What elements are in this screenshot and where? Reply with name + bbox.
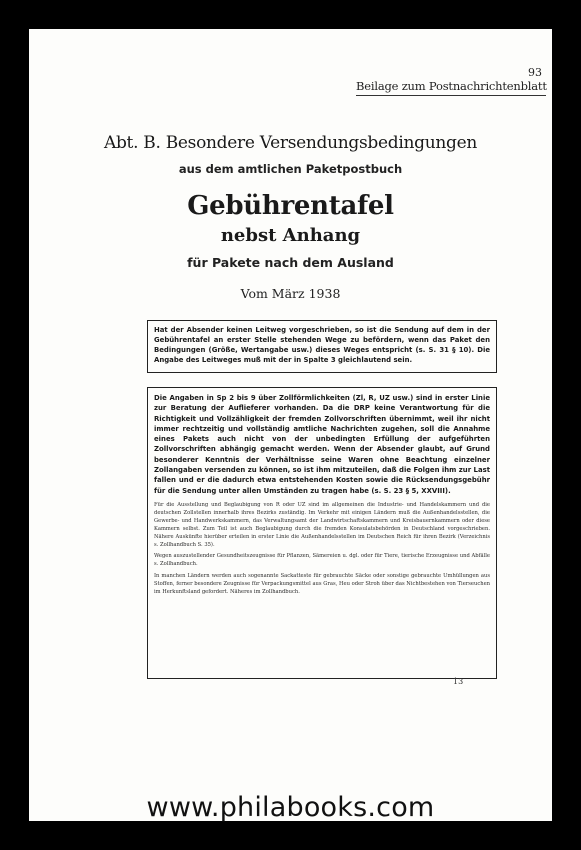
signature-mark: 13 (453, 677, 464, 686)
customs-notice-para-3: In manchen Ländern werden auch sogenannte Sackatteste für gebrauchte Säcke oder sonstige gebrauchte Umhüllungen aus Stoffen, ferner besondere Zeugnisse für Verpackungsmittel aus Gras, Heu oder Stroh über das Nichtbestehen von Tierseuchen im Herkunftsland gefordert. Näheres im Zollhandbuch. (154, 573, 490, 596)
title-scope: für Pakete nach dem Ausland (187, 255, 394, 270)
routing-notice-box (147, 320, 497, 373)
section-subtitle: aus dem amtlichen Paketpostbuch (178, 162, 403, 176)
title-annex: nebst Anhang (220, 225, 361, 246)
supplement-header: Beilage zum Postnachrichtenblatt (356, 79, 546, 96)
website-watermark: www.philabooks.com (146, 792, 435, 823)
main-title: Gebührentafel (187, 191, 394, 221)
document-page (29, 29, 552, 821)
customs-notice-para-2: Wegen auszustellender Gesundheitszeugnisse für Pflanzen, Sämereien u. dgl. oder für Tiere, tierische Erzeugnisse und Abfälle s. Zollhandbuch. (154, 553, 490, 568)
customs-notice-main: Die Angaben in Sp 2 bis 9 über Zollförmlichkeiten (Zl, R, UZ usw.) sind in erster Linie zur Beratung der Auflieferer vorhanden. Da die DRP keine Verantwortung für die Richtigkeit und Vollzähligkeit der fremden Zollvorschriften übernimmt, weil ihr nicht immer rechtzeitig und vollständig amtliche Nachrichten zugehen, soll die Annahme eines Pakets auch nicht von der unbedingten Erfüllung der aufgeführten Zollvorschriften abhängig gemacht werden. Wenn der Absender glaubt, auf Grund besonderer Kenntnis der Verhältnisse seine Waren ohne Beachtung einzelner Zollangaben versenden zu können, so ist ihm mitzuteilen, daß die Folgen ihm zur Last fallen und er die dadurch etwa entstehenden Kosten sowie die Rücksendungsgebühr für die Sendung unter allen Umständen zu tragen habe (s. S. 23 § 5, XXVIII). (154, 394, 490, 495)
routing-notice-text: Hat der Absender keinen Leitweg vorgeschrieben, so ist die Sendung auf dem in der Gebührentafel an erster Stelle stehenden Wege zu befördern, wenn das Paket den Bedingungen (Größe, Wertangabe usw.) dieses Weges entspricht (s. S. 31 § 10). Die Angabe des Leitweges muß mit der in Spalte 3 gleichlautend sein. (154, 326, 490, 365)
customs-notice-box (147, 387, 497, 679)
issue-date: Vom März 1938 (240, 286, 341, 301)
customs-notice-para-1: Für die Ausstellung und Beglaubigung von R oder UZ sind im allgemeinen die Industrie- und Handelskammern und die deutschen Zollstellen innerhalb ihres Bezirks zuständig. Im Verkehr mit einigen Ländern muß die Außenhandelsstellen, die Gewerbe- und Handwerkskammern, das Verwaltungsamt der Landwirtschaftskammern und Kreisbauernkammern oder diese Kammern selbst. Zum Teil ist auch Beglaubigung durch die fremden Konsulatsbehörden in Deutschland vorgeschrieben. Nähere Auskünfte hierüber erteilen in erster Linie die Außenhandelsstellen im Deutschen Reich für ihren Bezirk (Verzeichnis s. Zollhandbuch S. 35). (154, 501, 490, 548)
page-number: 93 (528, 66, 542, 79)
section-title: Abt. B. Besondere Versendungsbedingungen (104, 133, 477, 153)
